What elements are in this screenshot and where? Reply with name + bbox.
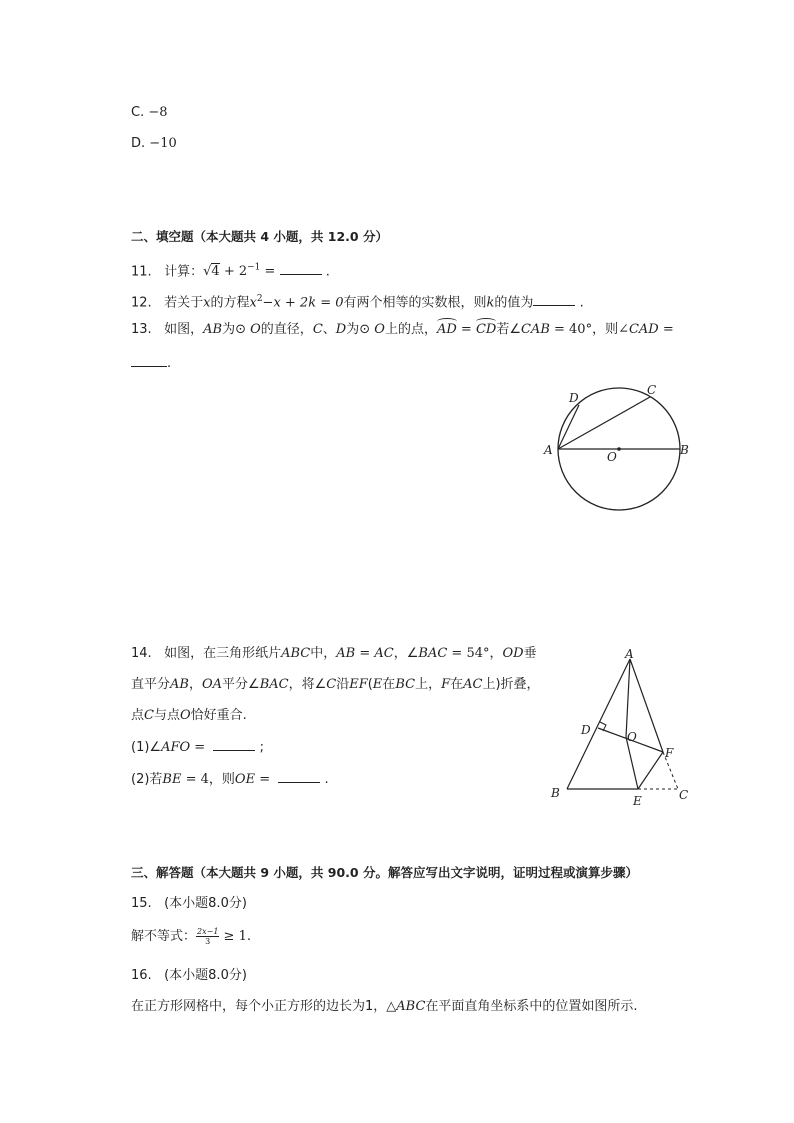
figure-13-circle (530, 375, 710, 520)
option-letter: D. (131, 136, 146, 151)
label-b: B (551, 786, 560, 800)
sqrt-expression: $√4 + 2^{-1}$ = (203, 263, 280, 280)
question-score: (本小题8.0分) (164, 896, 247, 911)
question-15-header (131, 895, 247, 913)
segment-ao (626, 659, 630, 737)
arc-cd: CD (475, 322, 497, 337)
answer-blank[interactable] (278, 770, 320, 783)
question-text: 计算： (164, 264, 204, 280)
section-heading-fill-blank: 二、填空题（本大题共 4 小题，共 12.0 分） (131, 229, 388, 244)
question-number: 16. (131, 968, 152, 983)
answer-blank[interactable] (280, 262, 322, 275)
center-dot (617, 447, 621, 451)
label-a: A (625, 647, 634, 661)
label-d: D (569, 391, 579, 405)
question-number: 13. (131, 322, 152, 337)
question-14-part2: (2)若BE = 4，则OE = . (131, 772, 329, 787)
question-11: 11. 计算：$√4 + 2^{-1}$ = . (131, 263, 330, 280)
label-o: O (627, 730, 637, 744)
label-b: B (680, 443, 689, 457)
section-heading-solutions: 三、解答题（本大题共 9 小题，共 90.0 分。解答应写出文字说明，证明过程或演算步骤） (131, 865, 638, 880)
question-13: 13. 如图，AB为⊙ O的直径，C、D为⊙ O上的点，AD = CD若∠CAB = 40°，则∠CAD = (131, 322, 674, 337)
answer-blank[interactable] (213, 738, 255, 751)
label-d: D (581, 723, 591, 737)
option-value: −8 (148, 105, 168, 120)
option-letter: C. (131, 105, 145, 120)
option-d (131, 135, 177, 153)
question-13-blank-line: . (131, 354, 171, 373)
question-14-line3: 点C与点O恰好重合. (131, 708, 247, 723)
arc-ad: AD (436, 322, 457, 337)
question-number: 15. (131, 896, 152, 911)
question-16-header (131, 967, 247, 985)
fold-line-ef (638, 752, 663, 789)
label-o: O (607, 450, 617, 464)
label-c: C (647, 383, 657, 397)
answer-blank[interactable] (533, 293, 575, 306)
question-number: 14. (131, 646, 152, 661)
answer-blank[interactable] (131, 354, 167, 367)
fraction: $\frac{2x-1}{3}$ (197, 927, 219, 946)
side-ab (567, 659, 630, 789)
question-14-part1: (1)∠AFO = ; (131, 740, 264, 755)
label-e: E (633, 794, 642, 808)
question-14-line1: 14. 如图，在三角形纸片ABC中，AB = AC，∠BAC = 54°，OD垂 (131, 646, 537, 661)
label-c: C (679, 788, 689, 802)
question-score: (本小题8.0分) (164, 968, 247, 983)
question-number: 12. (131, 295, 152, 311)
question-14-line2: 直平分AB，OA平分∠BAC，将∠C沿EF(E在BC上，F在AC上)折叠， (131, 677, 540, 692)
question-12: 12. 若关于x的方程$x^2-x + 2k = 0$有两个相等的实数根，则k的值为 . (131, 294, 584, 311)
segment-oe (626, 737, 638, 789)
option-c (131, 104, 168, 122)
option-value: −10 (149, 136, 177, 151)
figure-14-triangle (545, 645, 705, 815)
question-number: 11. (131, 264, 152, 280)
question-15-body: 解不等式： $\frac{2x-1}{3}$ ≥ 1. (131, 927, 251, 946)
label-a: A (544, 443, 553, 457)
label-f: F (665, 746, 674, 760)
question-16-body: 在正方形网格中，每个小正方形的边长为1，△ABC在平面直角坐标系中的位置如图所示. (131, 999, 638, 1014)
